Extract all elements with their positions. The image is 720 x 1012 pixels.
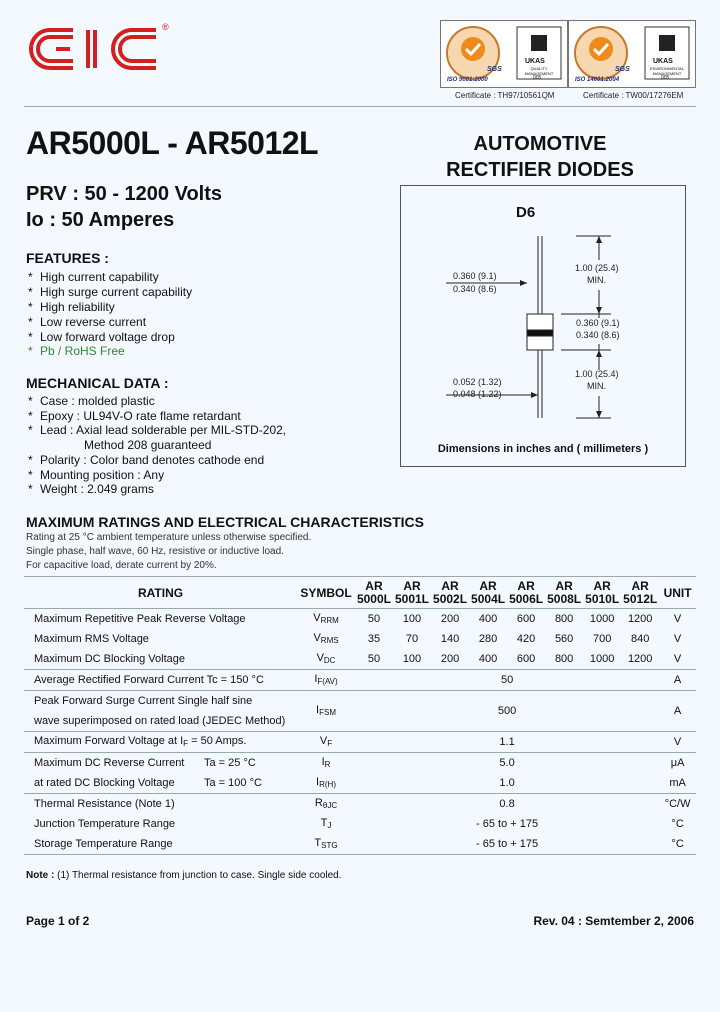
mech-item-cont: Method 208 guaranteed <box>84 438 212 452</box>
ukas-sub: ENVIRONMENTAL MANAGEMENT <box>649 66 685 76</box>
table-row: Peak Forward Surge Current Single half sine IFSM 500 A <box>34 694 682 717</box>
ukas-code: 005 <box>661 75 670 81</box>
package-name: D6 <box>516 204 536 221</box>
subtitle-line-2: RECTIFIER DIODES <box>446 159 634 181</box>
header-divider <box>24 106 696 107</box>
table-row: Maximum DC Reverse Current Ta = 25 °C IR 5.0 μA <box>34 756 685 769</box>
dimension-caption: Dimensions in inches and ( millimeters ) <box>437 443 649 455</box>
feature-item: * Low reverse current <box>28 315 147 329</box>
mech-item: * Polarity : Color band denotes cathode end <box>28 453 265 467</box>
table-row: Junction Temperature Range TJ - 65 to + 175 °C <box>34 817 684 830</box>
dim-body-dia-2: 0.340 (8.6) <box>453 284 497 294</box>
mechanical-heading: MECHANICAL DATA : <box>26 375 169 391</box>
dim-lead-dia-1: 0.052 (1.32) <box>453 377 502 387</box>
table-top-border <box>24 576 696 577</box>
package-dimension-box <box>400 185 686 467</box>
table-row: Maximum Repetitive Peak Reverse Voltage VRRM 50 100 200 400 600 800 1000 1200 V <box>34 612 682 625</box>
col-part: AR 5004L <box>471 578 506 606</box>
sgs-label: SGS <box>487 66 502 73</box>
eic-logo <box>28 22 163 82</box>
certificate-badge-1 <box>440 20 568 88</box>
mech-item: * Lead : Axial lead solderable per MIL-STD-202, <box>28 423 287 437</box>
thermal-note: Note : (1) Thermal resistance from junction to case. Single side cooled. <box>26 870 342 881</box>
table-row: Average Rectified Forward Current Tc = 150 °C IF(AV) 50 A <box>24 669 696 690</box>
certificate-badge-2 <box>568 20 696 88</box>
ukas-label: UKAS <box>525 58 545 65</box>
col-part: AR 5002L <box>433 578 468 606</box>
feature-item: * Low forward voltage drop <box>28 330 175 344</box>
ratings-heading: MAXIMUM RATINGS AND ELECTRICAL CHARACTERISTICS <box>26 514 424 530</box>
feature-item: * High current capability <box>28 270 159 284</box>
table-row: at rated DC Blocking Voltage Ta = 100 °C IR(H) 1.0 mA <box>24 773 696 794</box>
col-part: AR 5010L <box>585 578 620 606</box>
dim-lead-length-bot: 1.00 (25.4) <box>575 369 619 379</box>
col-part: AR 5008L <box>547 578 582 606</box>
mech-item: * Weight : 2.049 grams <box>28 482 154 496</box>
col-part: AR 5000L <box>356 578 391 606</box>
prv-rating: PRV : 50 - 1200 Volts <box>26 183 223 205</box>
table-row: Thermal Resistance (Note 1) RθJC 0.8 °C/W <box>34 797 691 810</box>
iso-label: ISO 9001:2000 <box>447 77 488 83</box>
ratings-note-2: Single phase, half wave, 60 Hz, resistive or inductive load. <box>26 546 284 557</box>
col-part: AR 5006L <box>509 578 544 606</box>
page-number: Page 1 of 2 <box>26 914 90 928</box>
mech-item: * Case : molded plastic <box>28 394 155 408</box>
certificate-label-2: Certificate : TW00/17276EM <box>583 91 684 100</box>
subtitle-line-1: AUTOMOTIVE <box>473 133 607 155</box>
table-row: Storage Temperature Range TSTG - 65 to + 175 °C <box>24 834 696 855</box>
feature-item-rohs: * Pb / RoHS Free <box>28 344 125 358</box>
table-header-row <box>24 578 696 608</box>
feature-item: * High reliability <box>28 300 115 314</box>
table-row: Maximum Forward Voltage at IF = 50 Amps. VF 1.1 V <box>24 731 696 752</box>
sgs-label: SGS <box>615 66 630 73</box>
dim-min-top: MIN. <box>587 275 606 285</box>
col-rating: RATING <box>137 585 184 600</box>
table-row: Maximum DC Blocking Voltage VDC 50 100 200 400 600 800 1000 1200 V <box>24 649 696 670</box>
revision-date: Rev. 04 : Semtember 2, 2006 <box>533 914 694 928</box>
ratings-note-3: For capacitive load, derate current by 20%. <box>26 560 217 571</box>
dim-lead-dia-2: 0.048 (1.22) <box>453 389 502 399</box>
diode-outline-drawing <box>401 186 685 466</box>
feature-item: * High surge current capability <box>28 285 193 299</box>
features-heading: FEATURES : <box>26 250 109 266</box>
col-symbol: SYMBOL <box>300 585 352 600</box>
ukas-label: UKAS <box>653 58 673 65</box>
col-part: AR 5001L <box>394 578 430 606</box>
mech-item: * Mounting position : Any <box>28 468 165 482</box>
col-part: AR 5012L <box>623 578 658 606</box>
iso-label: ISO 14001:2004 <box>575 77 620 83</box>
page-title: AR5000L - AR5012L <box>26 125 319 161</box>
certificate-label-1: Certificate : TH97/10561QM <box>455 91 555 100</box>
registered-mark: ® <box>162 22 169 32</box>
dim-lead-length-top: 1.00 (25.4) <box>575 263 619 273</box>
ukas-code: 005 <box>533 75 542 81</box>
eic-logo-graphic <box>28 22 163 77</box>
mech-item: * Epoxy : UL94V-O rate flame retardant <box>28 409 241 423</box>
ratings-note-1: Rating at 25 °C ambient temperature unless otherwise specified. <box>26 532 312 543</box>
io-rating: Io : 50 Amperes <box>26 209 175 231</box>
dim-body-len-1: 0.360 (9.1) <box>576 318 620 328</box>
dim-body-dia-1: 0.360 (9.1) <box>453 271 497 281</box>
dim-body-len-2: 0.340 (8.6) <box>576 330 620 340</box>
ratings-table <box>24 578 696 855</box>
ukas-sub: QUALITY MANAGEMENT <box>524 66 554 76</box>
dim-min-bot: MIN. <box>587 381 606 391</box>
col-unit: UNIT <box>663 585 692 600</box>
table-row: wave superimposed on rated load (JEDEC Method) <box>24 711 696 732</box>
table-row: Maximum RMS Voltage VRMS 35 70 140 280 420 560 700 840 V <box>34 632 682 645</box>
